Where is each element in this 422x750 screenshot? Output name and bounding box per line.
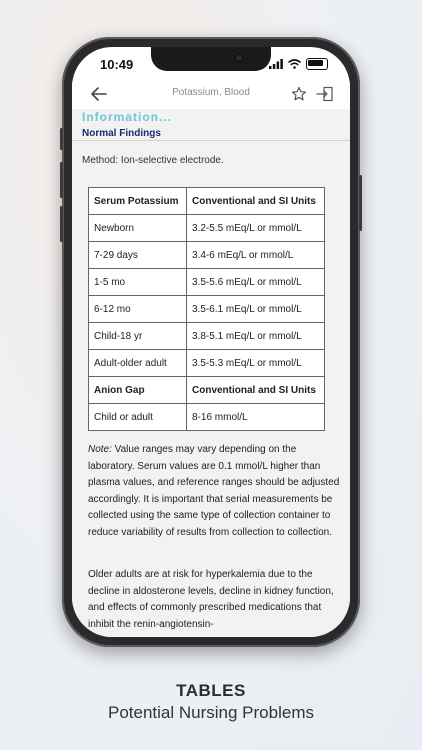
- table-cell: Child-18 yr: [89, 323, 187, 350]
- nav-bar: [72, 81, 350, 110]
- camera-icon: [234, 53, 244, 63]
- table-cell: 6-12 mo: [89, 296, 187, 323]
- reference-table: [88, 187, 325, 431]
- section-header: Information...: [82, 110, 172, 124]
- table-cell: 3.8-5.1 mEq/L or mmol/L: [187, 323, 325, 350]
- table-row: [89, 404, 325, 431]
- table-row: [89, 188, 325, 215]
- table-cell: Newborn: [89, 215, 187, 242]
- table-cell: 3.5-5.3 mEq/L or mmol/L: [187, 350, 325, 377]
- table-cell: 8-16 mmol/L: [187, 404, 325, 431]
- method-text: Method: Ion-selective electrode.: [82, 155, 224, 166]
- table-row: [89, 269, 325, 296]
- table-row: [89, 377, 325, 404]
- table-cell: 3.5-5.6 mEq/L or mmol/L: [187, 269, 325, 296]
- table-cell: 7-29 days: [89, 242, 187, 269]
- status-time: 10:49: [100, 57, 134, 72]
- phone-volume-down: [60, 206, 63, 242]
- wifi-icon: [288, 59, 301, 69]
- table-cell: Serum Potassium: [89, 188, 187, 215]
- table-row: [89, 215, 325, 242]
- note-text: Value ranges may vary depending on the laboratory. Serum values are 0.1 mmol/L higher than plasma values, and reference ranges should be adjusted accordingly. It is important that serial measurements be collected using the same type of collection container to reduce variability of results from collection to collection.: [88, 444, 340, 538]
- phone-power-button: [359, 175, 362, 231]
- content-area[interactable]: [72, 109, 350, 637]
- divider: [72, 140, 350, 141]
- table-cell: Adult-older adult: [89, 350, 187, 377]
- table-cell: Child or adult: [89, 404, 187, 431]
- table-cell: 1-5 mo: [89, 269, 187, 296]
- table-cell: Conventional and SI Units: [187, 377, 325, 404]
- paragraph-older-adults: Older adults are at risk for hyperkalemia due to the decline in aldosterone levels, decline in kidney function, and effects of commonly prescribed medications that inhibit the renin-angiotensin-: [88, 569, 334, 630]
- section-title: Normal Findings: [82, 128, 161, 139]
- table-row: [89, 242, 325, 269]
- note-paragraph: [88, 442, 340, 541]
- table-row: [89, 323, 325, 350]
- notch: [151, 47, 271, 71]
- table-cell: 3.2-5.5 mEq/L or mmol/L: [187, 215, 325, 242]
- signal-icon: [269, 59, 283, 69]
- exit-icon[interactable]: [316, 86, 334, 102]
- caption-subtitle: Potential Nursing Problems: [108, 703, 314, 722]
- app-screen: [72, 47, 350, 637]
- battery-icon: [306, 58, 328, 70]
- status-icons: [269, 58, 328, 70]
- phone-side-button: [60, 128, 63, 150]
- status-bar: [72, 47, 350, 81]
- nav-title: Potassium, Blood: [172, 87, 250, 98]
- star-icon[interactable]: [291, 86, 307, 102]
- table-row: [89, 350, 325, 377]
- table-cell: Anion Gap: [89, 377, 187, 404]
- table-cell: 3.5-6.1 mEq/L or mmol/L: [187, 296, 325, 323]
- caption-title: TABLES: [176, 681, 246, 700]
- phone-volume-up: [60, 162, 63, 198]
- table-cell: Conventional and SI Units: [187, 188, 325, 215]
- table-row: [89, 296, 325, 323]
- note-label: Note:: [88, 444, 112, 455]
- table-cell: 3.4-6 mEq/L or mmol/L: [187, 242, 325, 269]
